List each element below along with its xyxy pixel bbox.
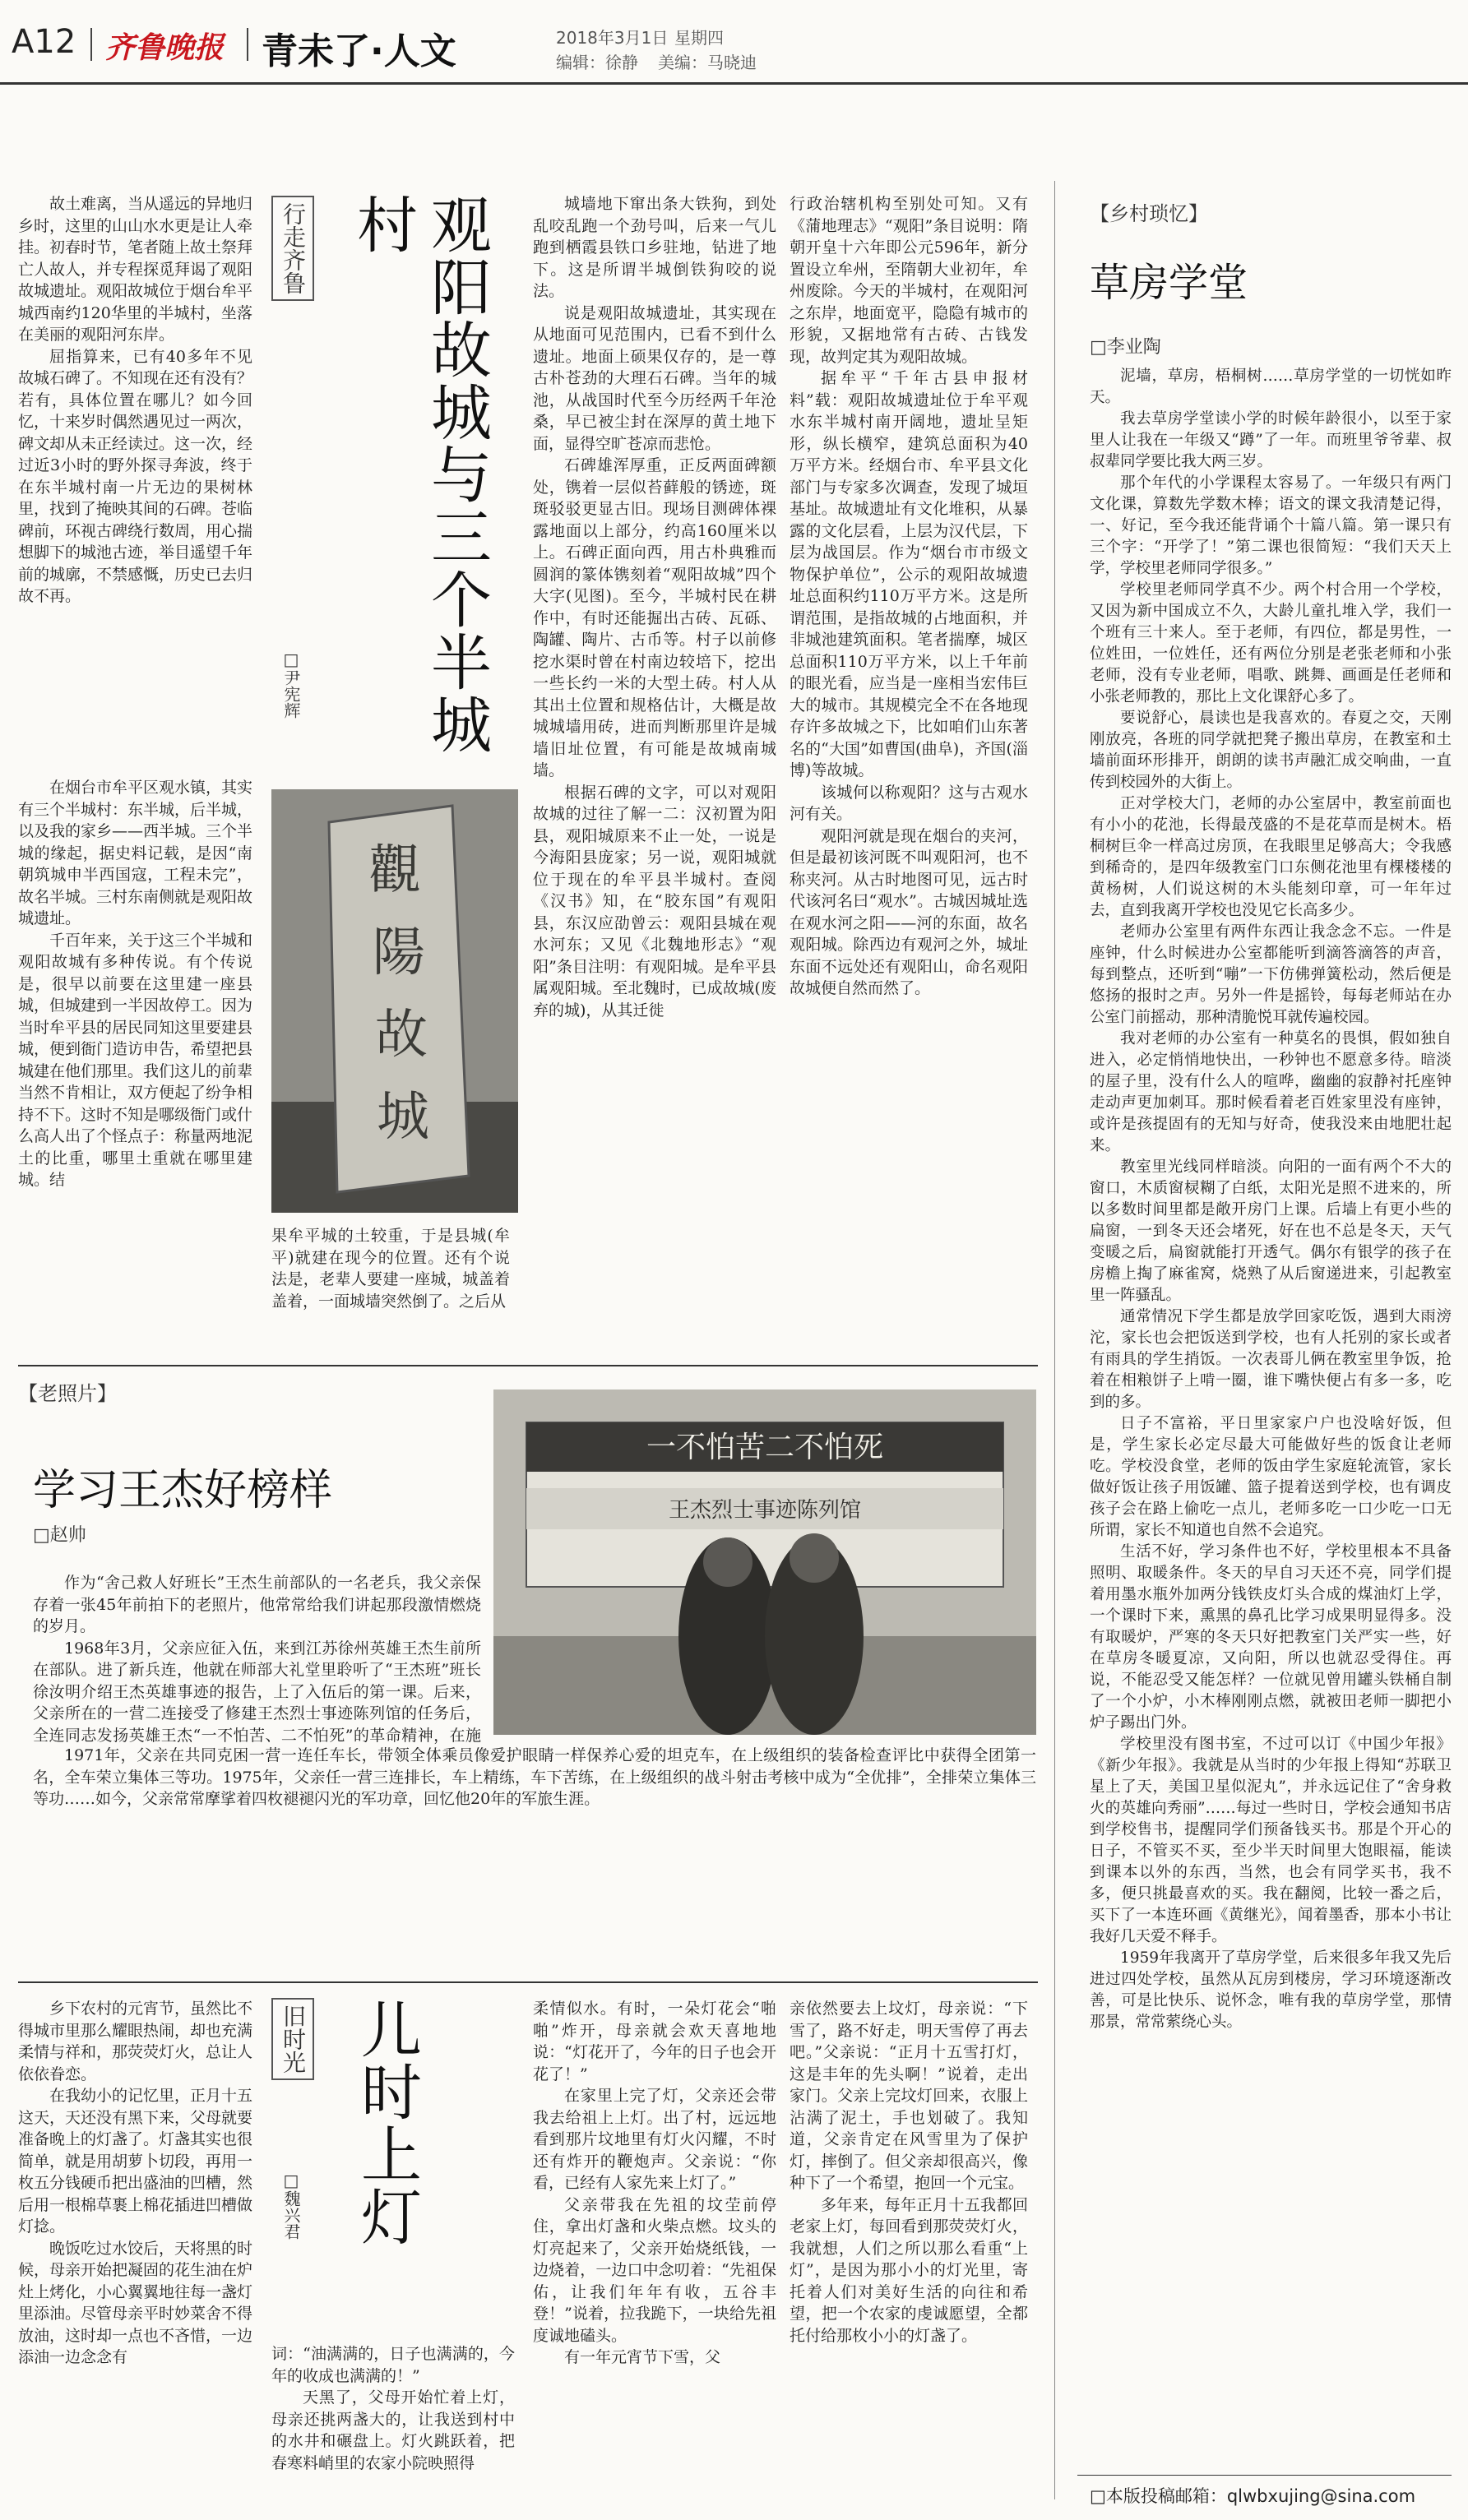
article3-column-4 [790,1998,1028,2508]
article1-paragraph: 果牟平城的土较重，于是县城(牟平)就建在现今的位置。还有个说法是，老辈人要建一座城，城盖着盖着，一面城墙突然倒了。之后从 [271,1227,510,1311]
article4-paragraph: 学校里老师同学真不少。两个村合用一个学校，又因为新中国成立不久，大龄儿童扎堆入学，我们一个班有三十来人。至于老师，有四位，都是男性，一位姓田，一位姓任，还有两位分别是老张老师和小张老师，没有专业老师，唱歌、跳舞、画画是任老师和小张老师教的，那比上文化课舒心多了。 [1090,581,1452,705]
stone-stele-photo [271,789,518,1213]
article1-paragraph: 石碑雄浑厚重，正反两面碑额处，镌着一层似苔藓般的锈迹，斑斑驳驳更显古旧。现场目测碑体裸露地面以上部分，约高160厘米以上。石碑正面向西，用古朴典雅而圆润的篆体镌刻着“观阳故城”四个大字(见图)。至今，半城村民在耕作中，有时还能掘出古砖、瓦砾、陶罐、陶片、古币等。村子以前修挖水渠时曾在村南边较培下，挖出一些长约一米的大型土砖。村人从其出土位置和规格估计，大概是故城城墙用砖，进而判断那里许是城墙旧址位置，有可能是故城南城墙。 [533,456,776,779]
article1-paragraph: 在烟台市牟平区观水镇，其实有三个半城村：东半城，后半城，以及我的家乡——西半城。三个半城的缘起，据史料记载，是因“南朝筑城申半西国寇，工程未完”，故名半城。三村东南侧就是观阳故城遗址。 [18,779,252,927]
article2-author: □赵帅 [33,1525,86,1546]
article4-paragraph: 我对老师的办公室有一种莫名的畏惧，假如独自进入，必定悄悄地快出，一秒钟也不愿意多待。暗淡的屋子里，没有什么人的喧哗，幽幽的寂静衬托座钟走动声更加刺耳。那时候看着老百姓家里没有座钟，或许是孩提固有的无知与好奇，使我没来由地肥壮起来。 [1090,1030,1452,1154]
article1-column-2 [533,193,776,1225]
article4-tag: 【乡村琐忆】 [1090,202,1208,225]
article3-paragraph: 亲依然要去上坟灯，母亲说：“下雪了，路不好走，明天雪停了再去吧。”父亲说：“正月十五雪打灯，这是丰年的先头啊！”说着，走出家门。父亲上完坟灯回来，衣服上沾满了泥土，手也划破了。我知道，父亲肯定在风雪里为了保护灯，摔倒了。但父亲却很高兴，像种下了一个希望，抱回一个元宝。 [790,2000,1028,2192]
article3-paragraph: 多年来，每年正月十五我都回老家上灯，每回看到那荧荧灯火，我就想，人们之所以那么看重“上灯”，是因为那小小的灯光里，寄托着人们对美好生活的向往和希望，把一个农家的虔诚愿望，全都托付给那枚小小的灯盏了。 [790,2195,1028,2345]
svg-text:觀: 觀 [368,840,421,901]
article1-paragraph: 说是观阳故城遗址，其实现在从地面可见范围内，已看不到什么遗址。地面上硕果仅存的，是一尊古朴苍劲的大理石石碑。当年的城池，从战国时代至今历经两千年沧桑，早已被尘封在深厚的黄土地下面，显得空旷苍凉而悲怆。 [533,303,776,453]
article1-paragraph: 行政治辖机构至别处可知。又有《蒲地理志》“观阳”条目说明：隋朝开皇十六年即公元596年，新分置设立牟州，至隋朝大业初年，牟州废除。今天的半城村，在观阳河之东岸，地面宽平，隐隐有城市的形貌，又据地常有古砖、古钱发现，故判定其为观阳故城。 [790,195,1028,366]
article1-paragraph: 故土难离，当从遥远的异地归乡时，这里的山山水水更是让人牵挂。初春时节，笔者随上故土祭拜亡人故人，并专程探觅拜谒了观阳故城遗址。观阳故城位于烟台牟平城西南约120华里的半城村，坐落在美丽的观阳河东岸。 [18,195,252,344]
article3-paragraph: 在家里上完了灯，父亲还会带我去给祖上上灯。出了村，远远地看到那片坟地里有灯火闪耀，不时还有炸开的鞭炮声。父亲说：“你看，已经有人家先来上灯了。” [533,2087,776,2192]
svg-text:陽: 陽 [373,922,425,983]
article3-paragraph: 晚饭吃过水饺后，天将黑的时候，母亲开始把凝固的花生油在炉灶上烤化，小心翼翼地往每一盏灯里添油。尽管母亲平时妙菜舍不得放油，这时却一点也不吝惜，一边添油一边念念有 [18,2239,252,2366]
article4-paragraph: 日子不富裕，平日里家家户户也没啥好饭，但是，学生家长必定尽最大可能做好些的饭食让老师吃。学校没食堂，老师的饭由学生家庭轮流管，家长做好饭让孩子用饭罐、篮子提着送到学校，也有调皮孩子会在路上偷吃一点儿，老师多吃一口少吃一口无所谓，家长不知道也自然不会追究。 [1090,1415,1452,1539]
article2-body [33,1572,481,1745]
article4-paragraph: 泥墙，草房，梧桐树……草房学堂的一切恍如昨天。 [1090,368,1452,406]
article1-column-3 [790,193,1028,1352]
article1-paragraph: 城墙地下窜出条大铁狗，到处乱咬乱跑一个劲号叫，后来一气儿跑到栖霞县铁口乡驻地，钻进了地下。这是所谓半城倒铁狗咬的说法。 [533,195,776,300]
article1-paragraph: 千百年来，关于这三个半城和观阳故城有多种传说。有个传说是，很早以前要在这里建一座县城，但城建到一半因故停工。因为当时牟平县的居民同知这里要建县城，便到衙门造访申告，希望把县城建在他们那里。我们这儿的前辈当然不肯相让，双方便起了纷争相持不下。这时不知是哪级衙门或什么高人出了个怪点子：称量两地泥土的比重，哪里土重就在哪里建城。结 [18,931,252,1189]
article1-paragraph: 屈指算来，已有40多年不见故城石碑了。不知现在还有没有？若有，具体位置在哪儿？如今回忆，十来岁时偶然遇见过一两次，碑文却从未正经读过。这一次，经过近3小时的野外探寻奔波，终于在东半城村南一片无边的果树林里，找到了掩映其间的石碑。苍临碑前，环视古碑绕行数周，用心揣想脚下的城池古迹，举目遥望千年前的城廓，不禁感慨，历史已去归故不再。 [18,347,252,605]
header-rule [0,82,1468,85]
article2-tag: 【老照片】 [18,1382,117,1405]
section-rule [18,1365,1038,1366]
footer-rule [1077,2475,1452,2476]
article4-title: 草房学堂 [1090,260,1248,306]
section-rule [18,1981,1038,1983]
old-photo-soldiers [493,1389,1036,1735]
article4-paragraph: 要说舒心，晨读也是我喜欢的。春夏之交，天刚刚放亮，各班的同学就把凳子搬出草房，在教室和土墙前面环形排开，朗朗的读书声融汇成交响曲，一直传到校园外的大街上。 [1090,710,1452,791]
article1-column-1b [18,777,252,1348]
article3-column-2 [271,2343,515,2508]
article4-paragraph: 1959年我离开了草房学堂，后来很多年我又先后进过四处学校，虽然从瓦房到楼房，学习环境逐渐改善，可是比快乐、说怀念，唯有我的草房学堂，那情那景，常常萦绕心头。 [1090,1949,1452,2031]
article4-paragraph: 教室里光线同样暗淡。向阳的一面有两个不大的窗口，木质窗棂糊了白纸，太阳光是照不进来的，所以多数时间里都是敞开房门上课。后墙上有更小些的扁窗，一到冬天还会堵死，好在也不总是冬天，天气变暖之后，扁窗就能打开透气。偶尔有银学的孩子在房檐上掏了麻雀窝，烧熟了从后窗递进来，引起教室里一阵骚乱。 [1090,1158,1452,1304]
article2-paragraph: 1968年3月，父亲应征入伍，来到江苏徐州英雄王杰生前所在部队。进了新兵连，他就在师部大礼堂里聆听了“王杰班”班长徐汝明介绍王杰英雄事迹的报告，上了入伍后的第一课。后来，父亲所在的一营二连接受了修建王杰烈士事迹陈列馆的任务后，全连同志发扬英雄王杰“一不怕苦、二不怕死”的革命精神，在施 [33,1639,481,1745]
editor-credit: 编辑：徐静 [556,53,638,72]
column-divider [1054,181,1055,2499]
issue-date: 2018年3月1日 [556,28,669,48]
article3-author: □魏兴君 [281,2171,301,2240]
article1-author: □尹宪辉 [281,650,301,719]
header-separator [90,28,92,61]
article4-paragraph: 老师办公室里有两件东西让我念念不忘。一件是座钟，什么时候进办公室都能听到滴答滴答的声音，每到整点，还听到“嘣”一下仿佛弹簧松动，然后便是悠扬的报时之声。另外一件是摇铃，每每老师站在办公室门前摇动，那种清脆悦耳就传遍校园。 [1090,923,1452,1026]
photo-building-sign: 王杰烈士事迹陈列馆 [668,1498,862,1523]
svg-text:故: 故 [375,1005,428,1066]
article3-paragraph: 词：“油满满的，日子也满满的，今年的收成也满满的！” [271,2345,515,2385]
article1-tag: 行走齐鲁 [271,196,314,301]
article4-paragraph: 通常情况下学生都是放学回家吃饭，遇到大雨滂沱，家长也会把饭送到学校，也有人托别的家长或者有雨具的学生捎饭。一次表哥儿俩在教室里争饭，抢着在相粮饼子上啃一圈，谁下嘴快便占有多一多，吃到的多。 [1090,1308,1452,1411]
article2-title: 学习王杰好榜样 [33,1466,333,1515]
article3-column-3 [533,1998,776,2508]
page-header [0,0,1468,90]
article2-paragraph: 作为“舍己救人好班长”王杰生前部队的一名老兵，我父亲保存着一张45年前拍下的老照片，他常常给我们讲起那段激情燃烧的岁月。 [33,1574,481,1635]
article1-paragraph: 观阳河就是现在烟台的夹河，但是最初该河既不叫观阳河，也不称夹河。从古时地图可见，远古时代该河名曰“观水”。古城因城址选在观水河之阳——河的东面，故名观阳城。除西边有观河之外，城址东面不远处还有观阳山，命名观阳故城便自然而然了。 [790,826,1028,997]
article2-paragraph: 1971年，父亲在共同克困一营一连任车长，带领全体乘员像爱护眼睛一样保养心爱的坦克车，在上级组织的装备检查评比中获得全团第一名，全车荣立集体三等功。1975年，父亲任一营三连排长，车上精练，车下苦练，在上级组织的战斗射击考核中成为“全优排”，全排荣立集体三等功……如今，父亲常常摩挲着四枚褪褪闪光的军功章，回忆他20年的军旅生涯。 [33,1746,1036,1808]
photo-banner-text: 一不怕苦二不怕死 [646,1431,884,1464]
designer-credit: 美编：马晓迪 [658,53,757,72]
article1-column-1 [18,193,252,687]
article1-paragraph: 据牟平“千年古县申报材料”载：观阳故城遗址位于牟平观水东半城村南开阔地，遗址呈矩形，纵长横窄，建筑总面积为40万平方米。经烟台市、牟平县文化部门与专家多次调查，发现了城垣基址。故城遗址有文化堆积，从暴露的文化层看，上层为汉代层，下层为战国层。作为“烟台市市级文物保护单位”，公示的观阳故城遗址总面积约110万平方米。这是所谓范围，是指故城的占地面积，并非城池建筑面积。笔者揣摩，城区总面积110万平方米，以上千年前的眼光看，应当是一座相当宏伟巨大的城市。其规模完全不在各地现存许多故城之下，比如咱们山东著名的“大国”如曹国(曲阜)，齐国(淄博)等故城。 [790,369,1028,779]
page-number: A12 [12,23,76,61]
article3-paragraph: 天黑了，父母开始忙着上灯，母亲还挑两盏大的，让我送到村中的水井和碾盘上。灯火跳跃着，把春寒料峭里的农家小院映照得 [271,2388,515,2472]
article3-paragraph: 有一年元宵节下雪，父 [564,2348,721,2366]
article3-paragraph: 父亲带我在先祖的坟茔前停住，拿出灯盏和火柴点燃。坟头的灯亮起来了，父亲开始烧纸钱，一边烧着，一边口中念叨着：“先祖保佑，让我们年年有收，五谷丰登！”说着，拉我跪下，一块给先祖度诚地磕头。 [533,2195,776,2345]
article3-paragraph: 在我幼小的记忆里，正月十五这天，天还没有黑下来，父母就要准备晚上的灯盏了。灯盏其实也很简单，就是用胡萝卜切段，再用一枚五分钱硬币把出盛油的凹槽，然后用一根棉草裹上棉花插进凹槽做灯捻。 [18,2087,252,2236]
article2-body-wide [33,1745,1036,1967]
article3-tag: 旧时光 [271,1998,314,2080]
issue-weekday: 星期四 [674,28,724,48]
article4-paragraph: 学校里没有图书室，不过可以订《中国少年报》《新少年报》。我就是从当时的少年报上得知“苏联卫星上了天，美国卫星似泥丸”，并永远记住了“舍身救火的英雄向秀丽”……每过一些时日，学校会通知书店到学校售书，提醒同学们预备钱买书。那是个开心的日子，不管买不买，至少半天时间里大饱眼福，能读到课本以外的东西，当然，也会有同学买书，我不多，便只挑最喜欢的买。我在翻阅，比较一番之后，买下了一本连环画《黄继光》，闻着墨香，那本小书让我好几天爱不释手。 [1090,1736,1452,1945]
submission-email: □本版投稿邮箱：qlwbxujing@sina.com [1090,2486,1416,2506]
article1-paragraph: 根据石碑的文字，可以对观阳故城的过往了解一二：汉初置为阳县，观阳城原来不止一处，一说是今海阳县庞家；另一说，观阳城就位于现在的牟平县半城村。查阅《汉书》知，在“胶东国”有观阳县，东汉应劭曾云：观阳县城在观水河东；又见《北魏地形志》“观阳”条目注明：有观阳城。是牟平县属观阳城。至北魏时，已成故城(废弃的城)，从其迁徙 [533,783,776,1020]
svg-text:城: 城 [377,1087,429,1148]
section-title: 青未了·人文 [262,30,456,72]
article3-paragraph: 柔情似水。有时，一朵灯花会“啪啪”炸开，母亲就会欢天喜地地说：“灯花开了，今年的日子也会开花了！” [533,2000,776,2083]
article4-body [1090,366,1452,2471]
article3-title: 儿时上灯 [351,1998,422,2248]
article3-column-1 [18,1998,252,2508]
article3-paragraph: 乡下农村的元宵节，虽然比不得城市里那么耀眼热闹，却也充满柔情与祥和，那荧荧灯火，总让人依依眷恋。 [18,2000,252,2083]
article4-paragraph: 那个年代的小学课程太容易了。一年级只有两门文化课，算数先学数木棒；语文的课文我清楚记得，一、好记，至今我还能背诵个十篇八篇。第一课只有三个字：“开学了！”第二课也很简短：“我们天天上学，学校里老师同学很多。” [1090,474,1452,577]
newspaper-logo: 齐鲁晚报 [105,30,225,65]
article1-column-2b [271,1225,510,1352]
article1-paragraph: 该城何以称观阳？这与古观水河有关。 [790,783,1028,823]
article4-paragraph: 我去草房学堂读小学的时候年龄很小，以至于家里人让我在一年级又“蹲”了一年。而班里爷爷辈、叔叔辈同学要比我大两三岁。 [1090,410,1452,470]
article4-paragraph: 正对学校大门，老师的办公室居中，教室前面也有小小的花池，长得最茂盛的不是花草而是树木。梧桐树巨伞一样高过房顶，在我眼里足够高大；令我感到稀奇的，是四年级教室门口东侧花池里有棵楼楼的黄杨树，人们说这树的木头能刻印章，可一年年过去，直到我离开学校也没见它长高多少。 [1090,795,1452,919]
article1-title: 观阳故城与三个半城村 [347,193,492,756]
article4-author: □李业陶 [1090,337,1161,358]
article4-paragraph: 生活不好，学习条件也不好，学校里根本不具备照明、取暖条件。冬天的早自习天还不亮，同学们提着用墨水瓶外加两分钱铁皮灯头合成的煤油灯上学，一个课时下来，熏黑的鼻孔比学习成果明显得多。没有取暖炉，严寒的冬天只好把教室门关严实一些，好在草房冬暖夏凉，又向阳，所以也就忍受得住。再说，不能忍受又能怎样？一位就见曾用罐头铁桶自制了一个小炉，小木棒刚刚点燃，就被田老师一脚把小炉子踢出门外。 [1090,1543,1452,1732]
header-separator [247,28,248,61]
